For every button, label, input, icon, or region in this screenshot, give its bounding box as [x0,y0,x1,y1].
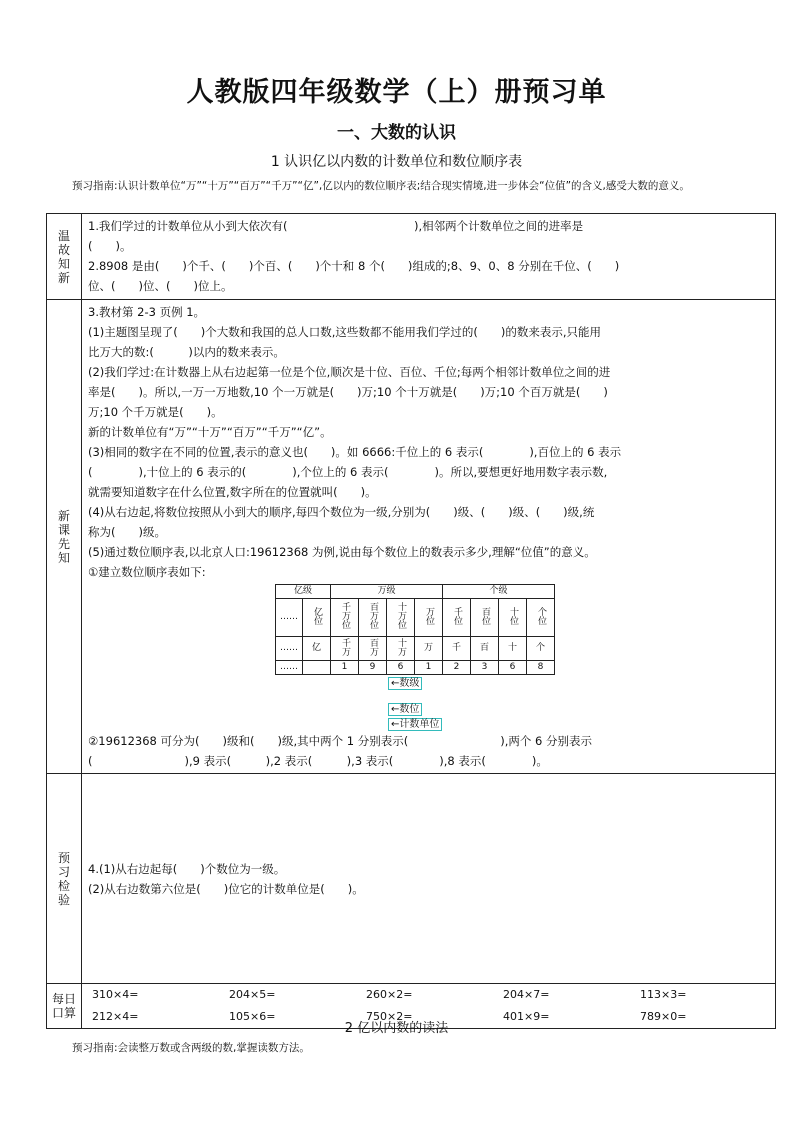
annotation-position: ←数位 [388,703,422,716]
review-content [82,214,776,300]
dots-cell: …… [276,599,303,637]
review-line-4: 位、( )位、( )位上。 [88,279,233,293]
new-line: 万;10 个千万就是( )。 [88,405,223,419]
lesson2-title: 2 亿以内数的读法 [344,1021,449,1036]
new-line: (2)我们学过:在计数器上从右边起第一位是个位,顺次是十位、百位、千位;每两个相邻计数单位之间的进 [88,365,611,379]
dots-cell: …… [276,637,303,661]
oral-item: 260×2= [366,988,413,1001]
digit-cell: 6 [387,661,415,675]
oral-item: 212×4= [92,1010,139,1023]
digit-cell [303,661,331,675]
page-title: 人教版四年级数学（上）册预习单 [186,77,607,108]
check-label: 预 习 检 验 [47,774,82,984]
new-line: ( ),9 表示( ),2 表示( ),3 表示( ),8 表示( )。 [88,754,548,768]
new-line: ①建立数位顺序表如下: [88,565,206,579]
lesson-title: 1 认识亿以内数的计数单位和数位顺序表 [270,154,523,170]
unit-cell: 千万 [340,637,350,656]
position-cell: 百位 [480,606,490,625]
digit-cell: 3 [471,661,499,675]
position-cell: 十位 [508,606,518,625]
digit-cell: 1 [331,661,359,675]
position-cell: 万位 [424,606,434,625]
new-line: 3.教材第 2-3 页例 1。 [88,305,206,319]
new-line: 比万大的数:( )以内的数来表示。 [88,345,285,359]
unit-cell: 百 [471,637,499,661]
new-line: 新的计数单位有“万”“十万”“百万”“千万”“亿”。 [88,425,332,439]
unit-cell: 十万 [396,637,406,656]
unit-cell: 百万 [368,637,378,656]
position-cell: 百万位 [368,602,378,629]
new-content [82,300,776,774]
new-line: 称为( )级。 [88,525,166,539]
new-label: 新 课 先 知 [47,300,82,774]
annotation-unit: ←计数单位 [388,718,442,731]
digit-cell: 6 [499,661,527,675]
new-line: (1)主题图呈现了( )个大数和我国的总人口数,这些数都不能用我们学过的( )的数来表示,只能用 [88,325,602,339]
unit-cell: 亿 [303,637,331,661]
oral-item: 401×9= [503,1010,550,1023]
review-line-3: 2.8908 是由( )个千、( )个百、( )个十和 8 个( )组成的;8、9、0、8 分别在千位、( ) [88,259,620,273]
review-label: 温 故 知 新 [47,214,82,300]
position-cell: 十万位 [396,602,406,629]
annotation-level: ←数级 [388,677,422,690]
new-line: (4)从右边起,将数位按照从小到大的顺序,每四个数位为一级,分别为( )级、( )级、( )级,统 [88,505,595,519]
oral-item: 789×0= [640,1010,687,1023]
digit-cell: 1 [415,661,443,675]
check-content [82,774,776,984]
position-cell: 个位 [536,606,546,625]
check-line: (2)从右边数第六位是( )位它的计数单位是( )。 [88,881,364,896]
new-line: 率是( )。所以,一万一万地数,10 个一万就是( )万;10 个十万就是( )万;10 个百万就是( ) [88,385,608,399]
unit-cell: 万 [415,637,443,661]
oral-item: 204×5= [229,988,276,1001]
position-cell: 千位 [452,606,462,625]
oral-item: 310×4= [92,988,139,1001]
check-line: 4.(1)从右边起每( )个数位为一级。 [88,861,286,876]
level-wan: 万级 [331,585,443,599]
oral-item: 105×6= [229,1010,276,1023]
unit-cell: 个 [527,637,555,661]
preview-guide: 预习指南:认识计数单位“万”“十万”“百万”“千万”“亿”,亿以内的数位顺序表;结合现实情境,进一步体会“位值”的含义,感受大数的意义。 [72,180,690,192]
oral-label: 每日 口算 [47,984,82,1029]
new-line: ( ),十位上的 6 表示的( ),个位上的 6 表示( )。所以,要想更好地用数字表示数, [88,465,608,479]
new-line: 就需要知道数字在什么位置,数字所在的位置就叫( )。 [88,485,377,499]
unit-cell: 十 [499,637,527,661]
new-line: (5)通过数位顺序表,以北京人口:19612368 为例,说由每个数位上的数表示多少,理解“位值”的意义。 [88,545,596,559]
unit-cell: 千 [443,637,471,661]
digit-cell: 2 [443,661,471,675]
review-line-1: 1.我们学过的计数单位从小到大依次有( ),相邻两个计数单位之间的进率是 [88,219,584,233]
digit-cell: 9 [359,661,387,675]
dots-cell: …… [276,661,303,675]
new-line: (3)相同的数字在不同的位置,表示的意义也( )。如 6666:千位上的 6 表示( ),百位上的 6 表示 [88,445,622,459]
oral-item: 204×7= [503,988,550,1001]
digit-cell: 8 [527,661,555,675]
worksheet-table [46,213,776,1029]
preview-guide-2: 预习指南:会读整万数或含两级的数,掌握读数方法。 [72,1042,310,1054]
level-ge: 个级 [443,585,555,599]
oral-item: 750×2= [366,1010,413,1023]
new-line: ②19612368 可分为( )级和( )级,其中两个 1 分别表示( ),两个 6 分别表示 [88,734,592,748]
oral-item: 113×3= [640,988,687,1001]
level-yi: 亿级 [276,585,331,599]
position-cell: 千万位 [340,602,350,629]
unit-title: 一、大数的认识 [337,123,456,143]
place-value-table [275,584,555,675]
review-line-2: ( )。 [88,239,132,253]
position-cell: 亿位 [312,606,322,625]
